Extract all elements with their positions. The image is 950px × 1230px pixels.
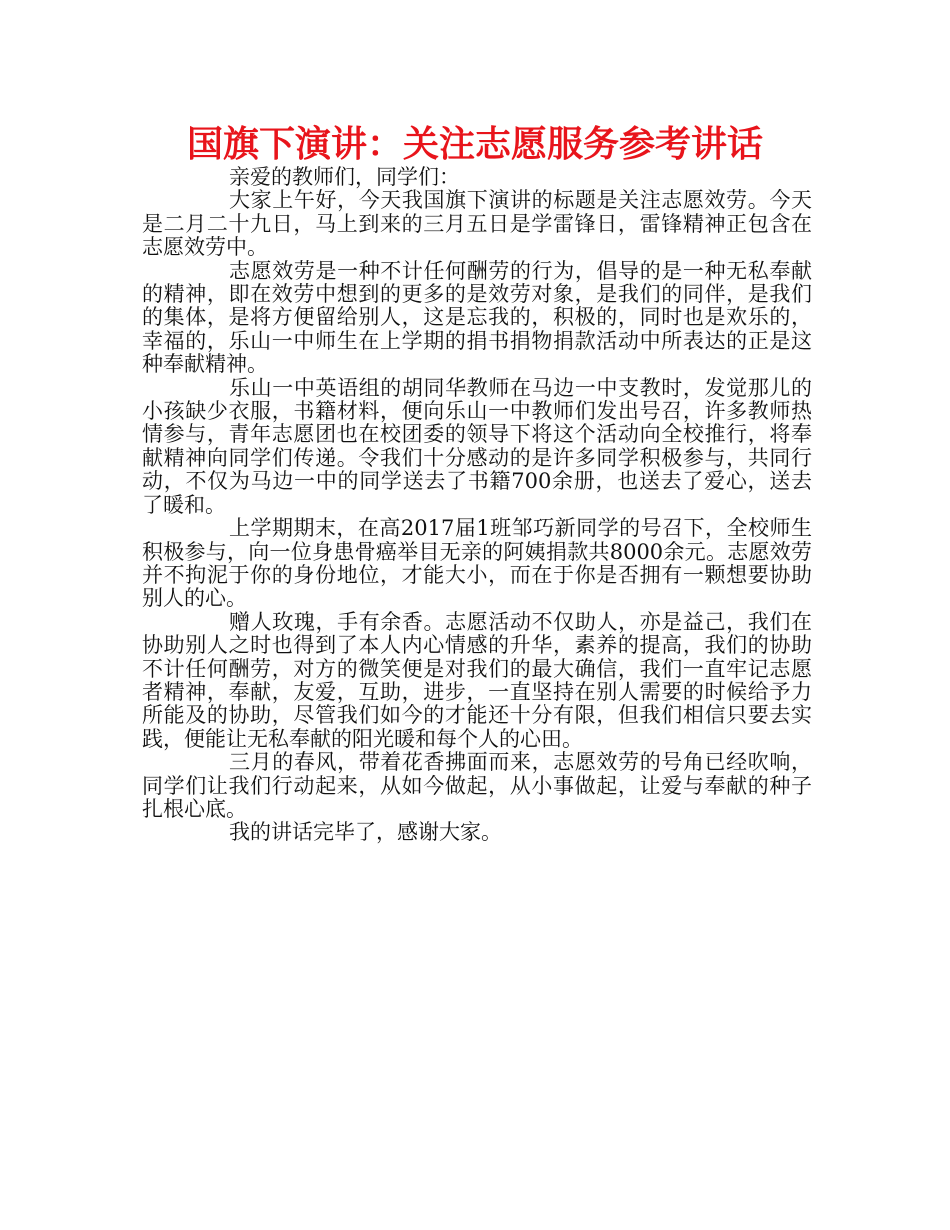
paragraph-closing: 我的讲话完毕了，感谢大家。 (229, 820, 502, 845)
paragraph-fundraising: 上学期期末，在高2017届1班邹巧新同学的号召下，全校师生积极参与，向一位身患骨癌举目无亲的阿姨捐款共8000余元。志愿效劳并不拘泥于你的身份地位，才能大小，而在于你是否拥有一颗想要协助别人的心。 (142, 516, 812, 611)
paragraph-volunteer-definition: 志愿效劳是一种不计任何酬劳的行为，倡导的是一种无私奉献的精神，即在效劳中想到的更多的是效劳对象，是我们的同伴，是我们的集体，是将方便留给别人，这是忘我的，积极的，同时也是欢乐的，幸福的，乐山一中师生在上学期的捐书捐物捐款活动中所表达的正是这种奉献精神。 (142, 258, 812, 377)
document-body (142, 166, 812, 845)
paragraph-intro: 大家上午好，今天我国旗下演讲的标题是关注志愿效劳。今天是二月二十九日，马上到来的三月五日是学雷锋日，雷锋精神正包含在志愿效劳中。 (142, 188, 812, 260)
paragraph-spring-wind: 三月的春风，带着花香拂面而来，志愿效劳的号角已经吹响，同学们让我们行动起来，从如今做起，从小事做起，让爱与奉献的种子扎根心底。 (142, 750, 812, 821)
paragraph-mabian-donation: 乐山一中英语组的胡同华教师在马边一中支教时，发觉那儿的小孩缺少衣服，书籍材料，便向乐山一中教师们发出号召，许多教师热情参与，青年志愿团也在校团委的领导下将这个活动向全校推行，将奉献精神向同学们传递。令我们十分感动的是许多同学积极参与，共同行动，不仅为马边一中的同学送去了书籍700余册，也送去了爱心，送去了暖和。 (142, 375, 812, 517)
paragraph-greeting: 亲爱的教师们，同学们： (229, 165, 460, 189)
document-title: 国旗下演讲：关注志愿服务参考讲话 (186, 124, 763, 165)
paragraph-roses: 赠人玫瑰，手有余香。志愿活动不仅助人，亦是益己，我们在协助别人之时也得到了本人内心情感的升华，素养的提高，我们的协助不计任何酬劳，对方的微笑便是对我们的最大确信，我们一直牢记志愿者精神，奉献，友爱，互助，进步，一直坚持在别人需要的时候给予力所能及的协助，尽管我们如今的才能还十分有限，但我们相信只要去实践，便能让无私奉献的阳光暖和每个人的心田。 (142, 609, 812, 751)
